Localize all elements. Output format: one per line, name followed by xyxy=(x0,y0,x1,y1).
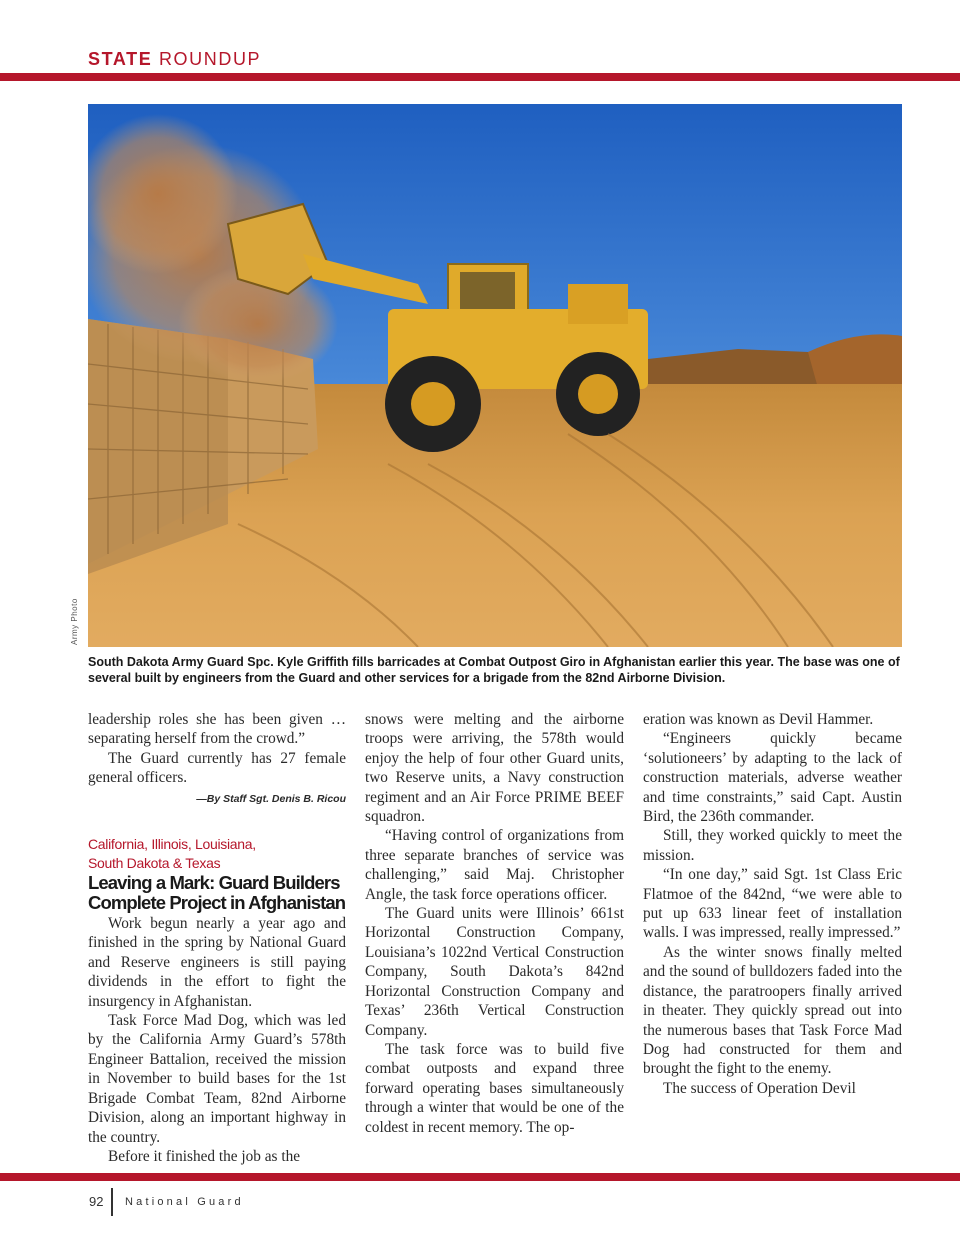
paragraph: Work begun nearly a year ago and finished in the spring by National Guard and Reserve engineers is still paying dividends in the effort to fight the insurgency in Afghanistan. xyxy=(88,915,346,1010)
photo-illustration xyxy=(88,104,902,647)
header-rule xyxy=(0,73,960,81)
headline-line: Leaving a Mark: Guard Builders xyxy=(88,872,340,894)
article-column-1 xyxy=(88,710,346,1166)
photo-caption: South Dakota Army Guard Spc. Kyle Griffith fills barricades at Combat Outpost Giro in Afghanistan earlier this year. The base was one of several built by engineers from the Guard and other services for a brigade from the 82nd Airborne Division. xyxy=(88,655,900,685)
paragraph: The task force was to build five combat outposts and expand three forward operating bases simultaneously through a winter that would be one of the coldest in recent memory. The op- xyxy=(365,1040,624,1136)
page-number: 92 xyxy=(89,1194,104,1209)
article-column-3 xyxy=(643,710,902,1098)
photo-credit: Army Photo xyxy=(70,598,79,645)
paragraph: Still, they worked quickly to meet the mission. xyxy=(643,827,902,864)
section-title-bold: STATE xyxy=(88,49,153,69)
states-line: California, Illinois, Louisiana, xyxy=(88,836,256,853)
paragraph: eration was known as Devil Hammer. xyxy=(643,711,874,728)
paragraph: As the winter snows finally melted and the sound of bulldozers faded into the distance, the paratroopers finally arrived in theater. They quickly spread out into the numerous bases that Task Force Mad Dog had constructed for them and brought the fight to the enemy. xyxy=(643,943,902,1078)
paragraph: The Guard currently has 27 female general officers. xyxy=(88,749,346,787)
paragraph: leadership roles she has been given … separating herself from the crowd.” xyxy=(88,711,346,748)
paragraph: “In one day,” said Sgt. 1st Class Eric Flatmoe of the 842nd, “we were able to put up 633 linear feet of installation walls. I was impressed, really impressed.” xyxy=(643,866,902,942)
paragraph: “Having control of organizations from three separate branches of service was challenging,” said Maj. Christopher Angle, the task force operations officer. xyxy=(365,827,624,903)
article-headline xyxy=(88,873,346,912)
magazine-name: National Guard xyxy=(125,1196,244,1208)
paragraph: snows were melting and the airborne troops were arriving, the 578th would enjoy the help of four other Guard units, two Reserve units, a Navy construction regiment and an Air Force PRIME BEEF squadron. xyxy=(365,711,624,826)
paragraph: The success of Operation Devil xyxy=(663,1079,856,1097)
footer-divider xyxy=(111,1188,113,1216)
paragraph: Task Force Mad Dog, which was led by the California Army Guard’s 578th Engineer Battalion, received the mission in November to build bases for the 1st Brigade Combat Team, 82nd Airborne Division, along an important highway in the country. xyxy=(88,1012,346,1146)
headline-line: Complete Project in Afghanistan xyxy=(88,891,346,913)
article-photo xyxy=(88,104,902,647)
states-kicker xyxy=(88,835,346,873)
footer-rule xyxy=(0,1173,960,1181)
section-title-rest: ROUNDUP xyxy=(152,49,262,69)
section-title xyxy=(88,49,261,70)
paragraph: “Engineers quickly became ‘solutioneers’ by adapting to the lack of construction materials, adverse weather and time constraints,” said Capt. Austin Bird, the 236th commander. xyxy=(643,730,902,826)
paragraph: The Guard units were Illinois’ 661st Horizontal Construction Company, Louisiana’s 1022nd Vertical Construction Company, South Dakota’s 842nd Horizontal Construction Company and Texas’ 236th Vertical Construction Company. xyxy=(365,905,624,1039)
paragraph: Before it finished the job as the xyxy=(108,1147,301,1165)
article-column-2 xyxy=(365,710,624,1137)
byline: —By Staff Sgt. Denis B. Ricou xyxy=(196,792,346,805)
states-line: South Dakota & Texas xyxy=(88,855,221,872)
